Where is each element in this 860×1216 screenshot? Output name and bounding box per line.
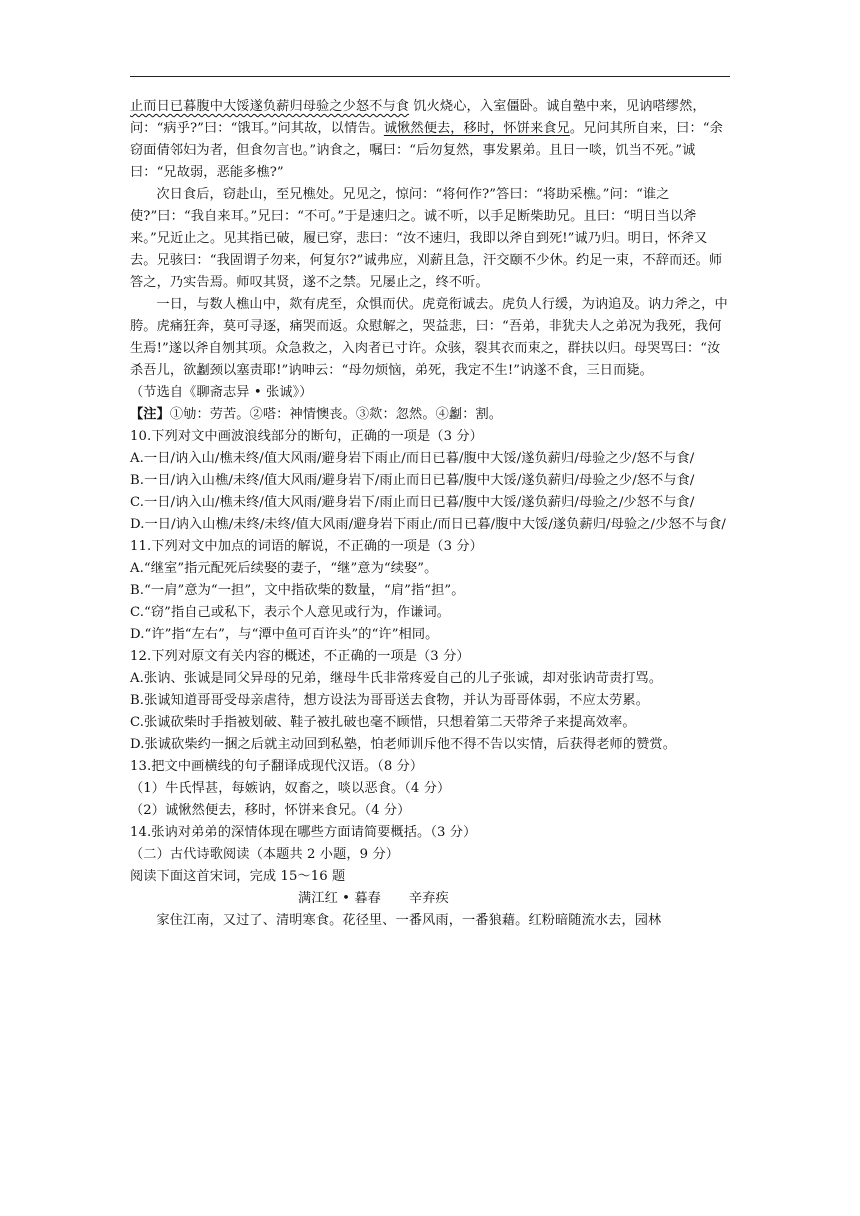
note-label: 【注】 bbox=[130, 407, 170, 422]
question-11-option-a: A.“继室”指元配死后续娶的妻子，“继”意为“续娶”。 bbox=[130, 561, 438, 576]
straight-underlined-text: 诚愀然便去，移时，怀饼来食兄 bbox=[383, 121, 570, 136]
passage-source: （节选自《聊斋志异 • 张诚》） bbox=[130, 385, 313, 400]
question-11-option-c: C.“窃”指自己或私下，表示个人意见或行为，作谦词。 bbox=[130, 605, 451, 620]
passage-paragraph-2: 次日食后，窃赴山，至兄樵处。兄见之，惊问：“将何作?”答曰：“将助采樵。”问：“谁之使?”曰：“我自来耳。”兄曰：“不可。”于是速归之。诚不听，以手足断柴助兄。且曰：“明日当以斧来。”兄近止之。见其指已破，履已穿，悲曰：“汝不速归，我即以斧自到死!”诚乃归。明日，怀斧又去。兄骇曰：“我固谓子勿来，何复尔?”诚弗应，刈薪且急，汗交颐不少休。约足一束，不辞而还。师答之，乃实告焉。师叹其贤，遂不之禁。兄屡止之，终不听。 bbox=[130, 187, 723, 290]
question-13-stem: 13.把文中画横线的句子翻译成现代汉语。（8 分） bbox=[130, 759, 424, 774]
passage-paragraph-3: 一日，与数人樵山中，欻有虎至，众惧而伏。虎竟衔诚去。虎负人行缓，为讷追及。讷力斧之，中胯。虎痛狂奔，莫可寻逐，痛哭而返。众慰解之，哭益悲，曰：“吾弟，非犹夫人之弟况为我死，我何生焉!”遂以斧自刎其项。众急救之，入肉者已寸许。众骇，裂其衣而束之，群扶以归。母哭骂曰：“汝杀吾儿，欲劙颈以塞责耶!”讷呻云：“母勿烦恼，弟死，我定不生!”讷遂不食，三日而毙。 bbox=[130, 297, 728, 378]
wavy-underlined-text: 止而日已暮腹中大馁遂负薪归母验之少怒不与食 bbox=[130, 99, 410, 114]
question-14-stem: 14.张讷对弟弟的深情体现在哪些方面请简要概括。（3 分） bbox=[130, 825, 477, 840]
question-12-option-c: C.张诚砍柴时手指被划破、鞋子被扎破也毫不顾惜，只想着第二天带斧子来提高效率。 bbox=[130, 715, 636, 730]
question-11-option-b: B.“一肩”意为“一担”，文中指砍柴的数量，“肩”指“担”。 bbox=[130, 583, 465, 598]
question-10-option-c: C.一日/讷入山/樵未终/值大风雨/避身岩下/雨止而日已暮/腹中大馁/遂负薪归/母验之/少怒不与食/ bbox=[130, 495, 695, 510]
question-12-option-b: B.张诚知道哥哥受母亲虐待，想方设法为哥哥送去食物，并认为哥哥体弱，不应太劳累。 bbox=[130, 693, 650, 708]
question-13-sentence-1: （1）牛氏悍甚，每嫉讷，奴畜之，啖以恶食。（4 分） bbox=[130, 781, 451, 796]
question-10-stem: 10.下列对文中画波浪线部分的断句，正确的一项是（3 分） bbox=[130, 429, 483, 444]
poem-title: 满江红 • 暮春 bbox=[298, 891, 381, 906]
poem-line-1: 家住江南，又过了、清明寒食。花径里、一番风雨，一番狼藉。红粉暗随流水去，园林 bbox=[156, 913, 662, 928]
question-10-option-b: B.一日/讷入山樵/未终/值大风雨/避身岩下/雨止而日已暮/腹中大馁/遂负薪归/母验之少/怒不与食/ bbox=[130, 473, 695, 488]
question-12-stem: 12.下列对原文有关内容的概述，不正确的一项是（3 分） bbox=[130, 649, 470, 664]
question-10-option-a: A.一日/讷入山/樵未终/值大风雨/避身岩下雨止/而日已暮/腹中大馁/遂负薪归/母验之少/怒不与食/ bbox=[130, 451, 695, 466]
question-12-option-d: D.张诚砍柴约一捆之后就主动回到私塾，怕老师训斥他不得不告以实情，后获得老师的赞赏。 bbox=[130, 737, 676, 752]
question-10-option-d: D.一日/讷入山樵/未终/未终/值大风雨/避身岩下雨止/而日已暮/腹中大馁/遂负薪归/母验之/少怒不与食/ bbox=[130, 517, 726, 532]
document-body bbox=[130, 96, 730, 932]
question-13-sentence-2: （2）诚愀然便去，移时，怀饼来食兄。（4 分） bbox=[130, 803, 411, 818]
passage-paragraph-1: 止而日已暮腹中大馁遂负薪归母验之少怒不与食 饥火烧心，入室僵卧。诚自塾中来，见讷嗒缪然，问：“病乎?”曰：“饿耳。”问其故，以情告。诚愀然便去，移时，怀饼来食兄。兄问其所自来，曰：“余窃面倩邻妇为者，但食勿言也。”讷食之，嘱曰：“后勿复然，事发累弟。且日一啖，饥当不死。”诚曰：“兄故弱，恶能多樵?” bbox=[130, 99, 723, 180]
poetry-section-heading: （二）古代诗歌阅读（本题共 2 小题，9 分） bbox=[130, 847, 400, 862]
poem-author: 辛弃疾 bbox=[408, 891, 449, 906]
question-11-option-d: D.“许”指“左右”，与“潭中鱼可百许头”的“许”相同。 bbox=[130, 627, 439, 642]
passage-notes: 【注】①劬：劳苦。②嗒：神情懊丧。③欻：忽然。④劙：割。 bbox=[130, 407, 503, 422]
question-11-stem: 11.下列对文中加点的词语的解说，不正确的一项是（3 分） bbox=[130, 539, 483, 554]
header-rule bbox=[130, 76, 730, 77]
poetry-intro: 阅读下面这首宋词，完成 15～16 题 bbox=[130, 869, 346, 884]
question-12-option-a: A.张讷、张诚是同父异母的兄弟，继母牛氏非常疼爱自己的儿子张诚，却对张讷苛责打骂。 bbox=[130, 671, 663, 686]
poem-heading bbox=[130, 888, 730, 910]
